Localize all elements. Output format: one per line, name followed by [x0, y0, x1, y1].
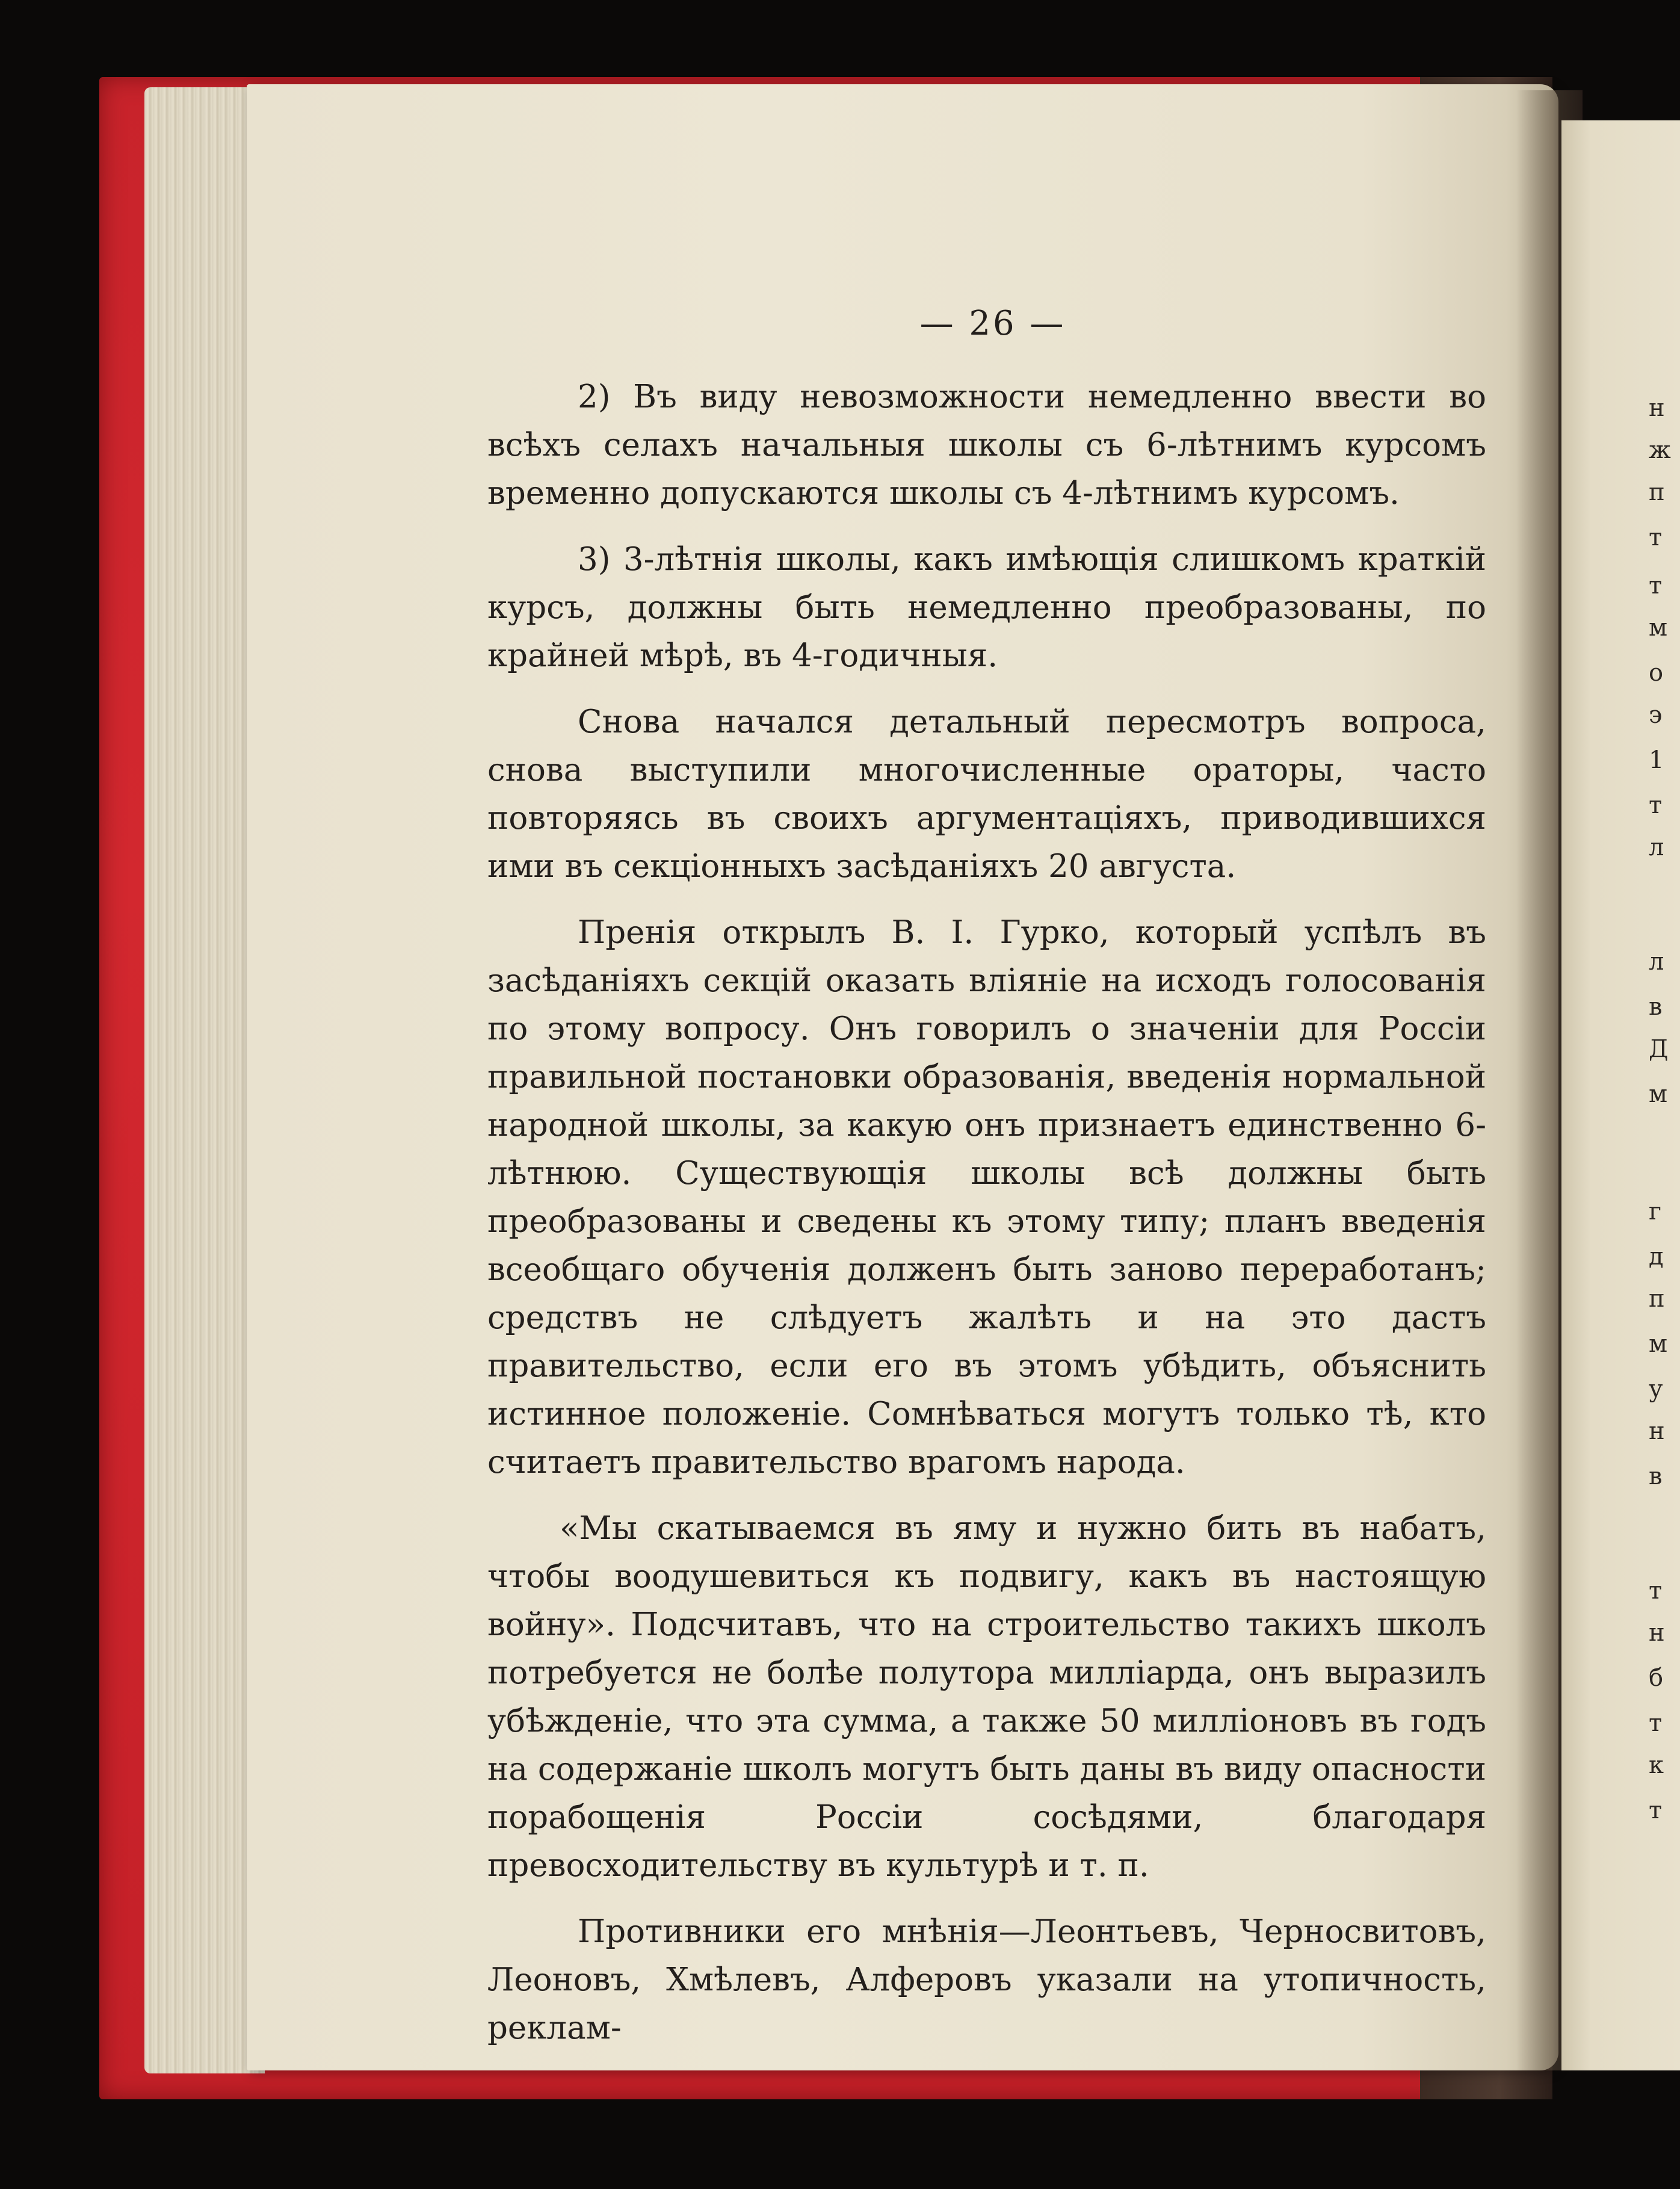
- facing-letter: 1: [1649, 746, 1664, 774]
- facing-letter: Д: [1649, 1035, 1669, 1063]
- facing-letter: у: [1649, 1375, 1663, 1403]
- paragraph: 3) 3-лѣтнія школы, какъ имѣющія слишкомъ краткій курсъ, должны быть немедленно преобразованы, по крайней мѣрѣ, въ 4-годичныя.: [487, 541, 1486, 674]
- facing-letter: м: [1649, 1330, 1668, 1358]
- facing-letter: о: [1649, 659, 1664, 687]
- facing-letter: т: [1649, 1797, 1663, 1824]
- paragraph: Противники его мнѣнія—Леонтьевъ, Черносвитовъ, Леоновъ, Хмѣлевъ, Алферовъ указали на утопичность, реклам-: [487, 1913, 1486, 2046]
- facing-letter: э: [1649, 701, 1663, 729]
- facing-letter: л: [1649, 948, 1664, 976]
- facing-letter: т: [1649, 1709, 1663, 1737]
- facing-letter: н: [1649, 1619, 1665, 1647]
- facing-letter: т: [1649, 1577, 1663, 1605]
- facing-letter: л: [1649, 834, 1664, 861]
- facing-letter: м: [1649, 1080, 1668, 1108]
- facing-letter: б: [1649, 1664, 1664, 1692]
- facing-letter: г: [1649, 1198, 1661, 1225]
- paragraph: «Мы скатываемся въ яму и нужно бить въ набатъ, чтобы воодушевиться къ подвигу, какъ въ настоящую войну». Подсчитавъ, что на строительство такихъ школъ потребуется не болѣе полутора милліарда, онъ выразилъ убѣжденіе, что эта сумма, а также 50 милліоновъ въ годъ на содержаніе школъ могутъ быть даны въ виду опасности порабощенія Россіи сосѣдями, благодаря превосходительству въ культурѣ и т. п.: [487, 1510, 1486, 1884]
- facing-letter: ж: [1649, 436, 1671, 464]
- paragraph: Пренія открылъ В. І. Гурко, который успѣлъ въ засѣданіяхъ секцій оказать вліяніе на исходъ голосованія по этому вопросу. Онъ говорилъ о значеніи для Россіи правильной постановки образованія, введенія нормальной народной школы, за какую онъ признаетъ единственно 6-лѣтнюю. Существующія школы всѣ должны быть преобразованы и сведены къ этому типу; планъ введенія всеобщаго обученія долженъ быть заново переработанъ; средствъ не слѣдуетъ жалѣть и на это дастъ правительство, если его въ этомъ убѣдить, объяснить истинное положеніе. Сомнѣваться могутъ только тѣ, кто считаетъ правительство врагомъ народа.: [487, 914, 1486, 1481]
- facing-letter: н: [1649, 1417, 1665, 1445]
- facing-letter: в: [1649, 1463, 1663, 1490]
- page-number: — 26 —: [919, 304, 1066, 343]
- facing-letter: н: [1649, 394, 1665, 422]
- paragraph: 2) Въ виду невозможности немедленно ввести во всѣхъ селахъ начальныя школы съ 6-лѣтнимъ курсомъ временно допускаются школы съ 4-лѣтнимъ курсомъ.: [487, 379, 1486, 512]
- facing-letter: в: [1649, 993, 1663, 1021]
- facing-letter: д: [1649, 1243, 1664, 1271]
- facing-page-text: [1649, 0, 1680, 2189]
- paragraph: Снова начался детальный пересмотръ вопроса, снова выступили многочисленные ораторы, часто повторяясь въ своихъ аргументаціяхъ, приводившихся ими въ секціонныхъ засѣданіяхъ 20 августа.: [487, 704, 1486, 885]
- facing-letter: т: [1649, 791, 1663, 819]
- facing-letter: к: [1649, 1751, 1664, 1779]
- facing-letter: п: [1649, 478, 1665, 506]
- facing-letter: т: [1649, 524, 1663, 551]
- facing-letter: т: [1649, 572, 1663, 599]
- facing-letter: п: [1649, 1285, 1665, 1313]
- text-block: [487, 307, 1486, 2070]
- facing-letter: м: [1649, 614, 1668, 642]
